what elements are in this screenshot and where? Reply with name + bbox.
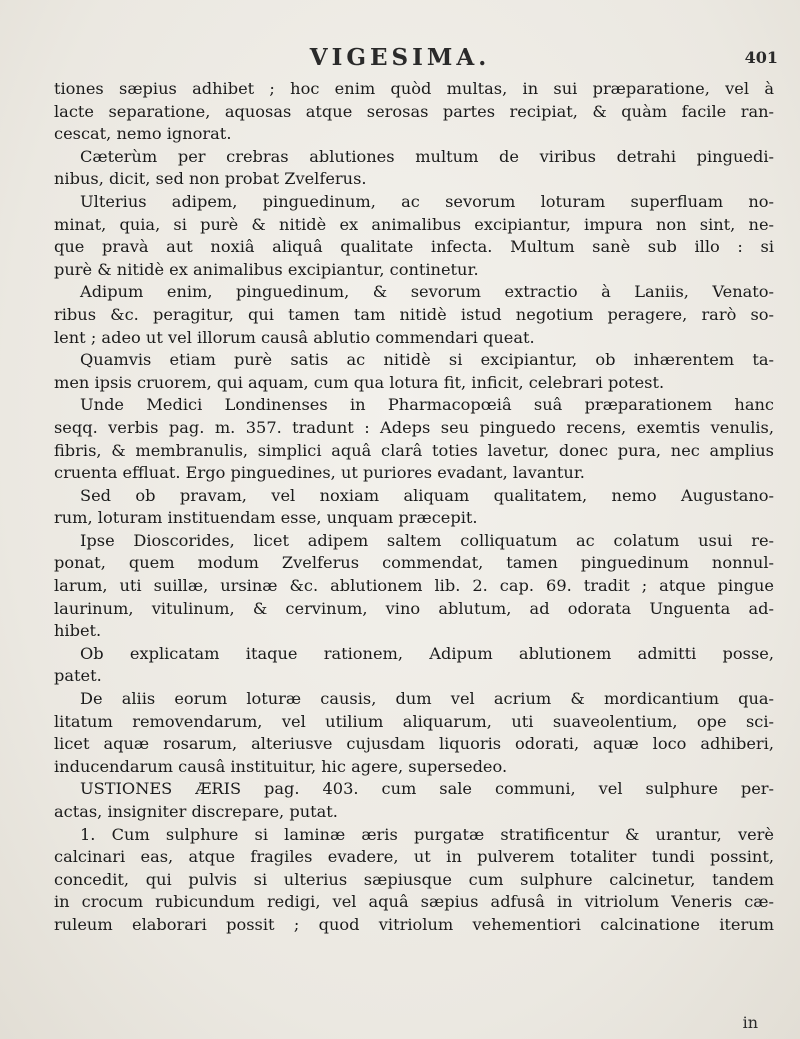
text-line: larum, uti suillæ, ursinæ &c. ablutionem lib. 2. cap. 69. tradit ; atque pingue [54, 576, 774, 596]
text-line: licet aquæ rosarum, alteriusve cujusdam liquoris odorati, aquæ loco adhiberi, [54, 734, 774, 754]
text-line: laurinum, vitulinum, & cervinum, vino ablutum, ad odorata Unguenta ad- [54, 598, 774, 618]
text-line: Ob explicatam itaque rationem, Adipum ablutionem admitti posse, [80, 643, 774, 663]
text-line: lent ; adeo ut vel illorum causâ ablutio commendari queat. [54, 327, 535, 347]
body-text [54, 78, 774, 937]
text-line: Quamvis etiam purè satis ac nitidè si excipiantur, ob inhærentem ta- [80, 350, 774, 370]
running-head: VIGESIMA. [309, 44, 491, 71]
text-line: litatum removendarum, vel utilium aliquarum, uti suaveolentium, ope sci- [54, 711, 774, 731]
text-line: rum, loturam instituendam esse, unquam præcepit. [54, 508, 478, 528]
text-line: purè & nitidè ex animalibus excipiantur, continetur. [54, 259, 479, 279]
text-line: Ipse Dioscorides, licet adipem saltem colliquatum ac colatum usui re- [80, 530, 774, 550]
text-line: hibet. [54, 621, 102, 641]
text-line: cescat, nemo ignorat. [54, 124, 232, 144]
text-line: ponat, quem modum Zvelferus commendat, tamen pinguedinum nonnul- [54, 553, 774, 573]
text-line: Adipum enim, pinguedinum, & sevorum extractio à Laniis, Venato- [80, 282, 774, 302]
text-line: inducendarum causâ instituitur, hic agere, supersedeo. [54, 756, 508, 776]
text-line: fibris, & membranulis, simplici aquâ clarâ toties lavetur, donec pura, nec amplius [54, 440, 774, 460]
text-line: Unde Medici Londinenses in Pharmacopœiâ suâ præparationem hanc [80, 395, 774, 415]
text-line: calcinari eas, atque fragiles evadere, ut in pulverem totaliter tundi possint, [54, 847, 774, 867]
text-line: USTIONES ÆRIS pag. 403. cum sale communi, vel sulphure per- [80, 779, 774, 799]
catchword: in [742, 1013, 758, 1032]
page-number: 401 [744, 48, 778, 67]
text-line: De aliis eorum loturæ causis, dum vel acrium & mordicantium qua- [80, 689, 774, 709]
text-line: tiones sæpius adhibet ; hoc enim quòd multas, in sui præparatione, vel à [54, 79, 774, 98]
page-header [0, 44, 800, 78]
text-line: men ipsis cruorem, qui aquam, cum qua lotura fit, inficit, celebrari potest. [54, 372, 665, 392]
text-line: cruenta effluat. Ergo pinguedines, ut puriores evadant, lavantur. [54, 463, 585, 483]
text-line: concedit, qui pulvis si ulterius sæpiusque cum sulphure calcinetur, tandem [54, 869, 774, 889]
text-line: minat, quia, si purè & nitidè ex animalibus excipiantur, impura non sint, ne- [54, 214, 774, 234]
text-line: ribus &c. peragitur, qui tamen tam nitidè istud negotium peragere, rarò so- [54, 304, 774, 324]
text-line: patet. [54, 666, 102, 686]
text-line: in crocum rubicundum redigi, vel aquâ sæpius adfusâ in vitriolum Veneris cæ- [54, 892, 774, 912]
text-line: actas, insigniter discrepare, putat. [54, 802, 338, 821]
text-line: Ulterius adipem, pinguedinum, ac sevorum loturam superfluam no- [80, 191, 774, 211]
text-line: seqq. verbis pag. m. 357. tradunt : Adeps seu pinguedo recens, exemtis venulis, [54, 417, 774, 437]
text-line: Sed ob pravam, vel noxiam aliquam qualitatem, nemo Augustano- [80, 485, 774, 505]
text-line: 1. Cum sulphure si laminæ æris purgatæ stratificentur & urantur, verè [80, 824, 774, 844]
text-line: lacte separatione, aquosas atque serosas partes recipiat, & quàm facile ran- [54, 101, 774, 121]
text-line: que pravà aut noxiâ aliquâ qualitate infecta. Multum sanè sub illo : si [54, 237, 774, 257]
text-line: ruleum elaborari possit ; quod vitriolum vehementiori calcinatione iterum [54, 914, 774, 934]
text-line: Cæterùm per crebras ablutiones multum de viribus detrahi pinguedi- [80, 146, 774, 166]
text-line: nibus, dicit, sed non probat Zvelferus. [54, 169, 367, 189]
